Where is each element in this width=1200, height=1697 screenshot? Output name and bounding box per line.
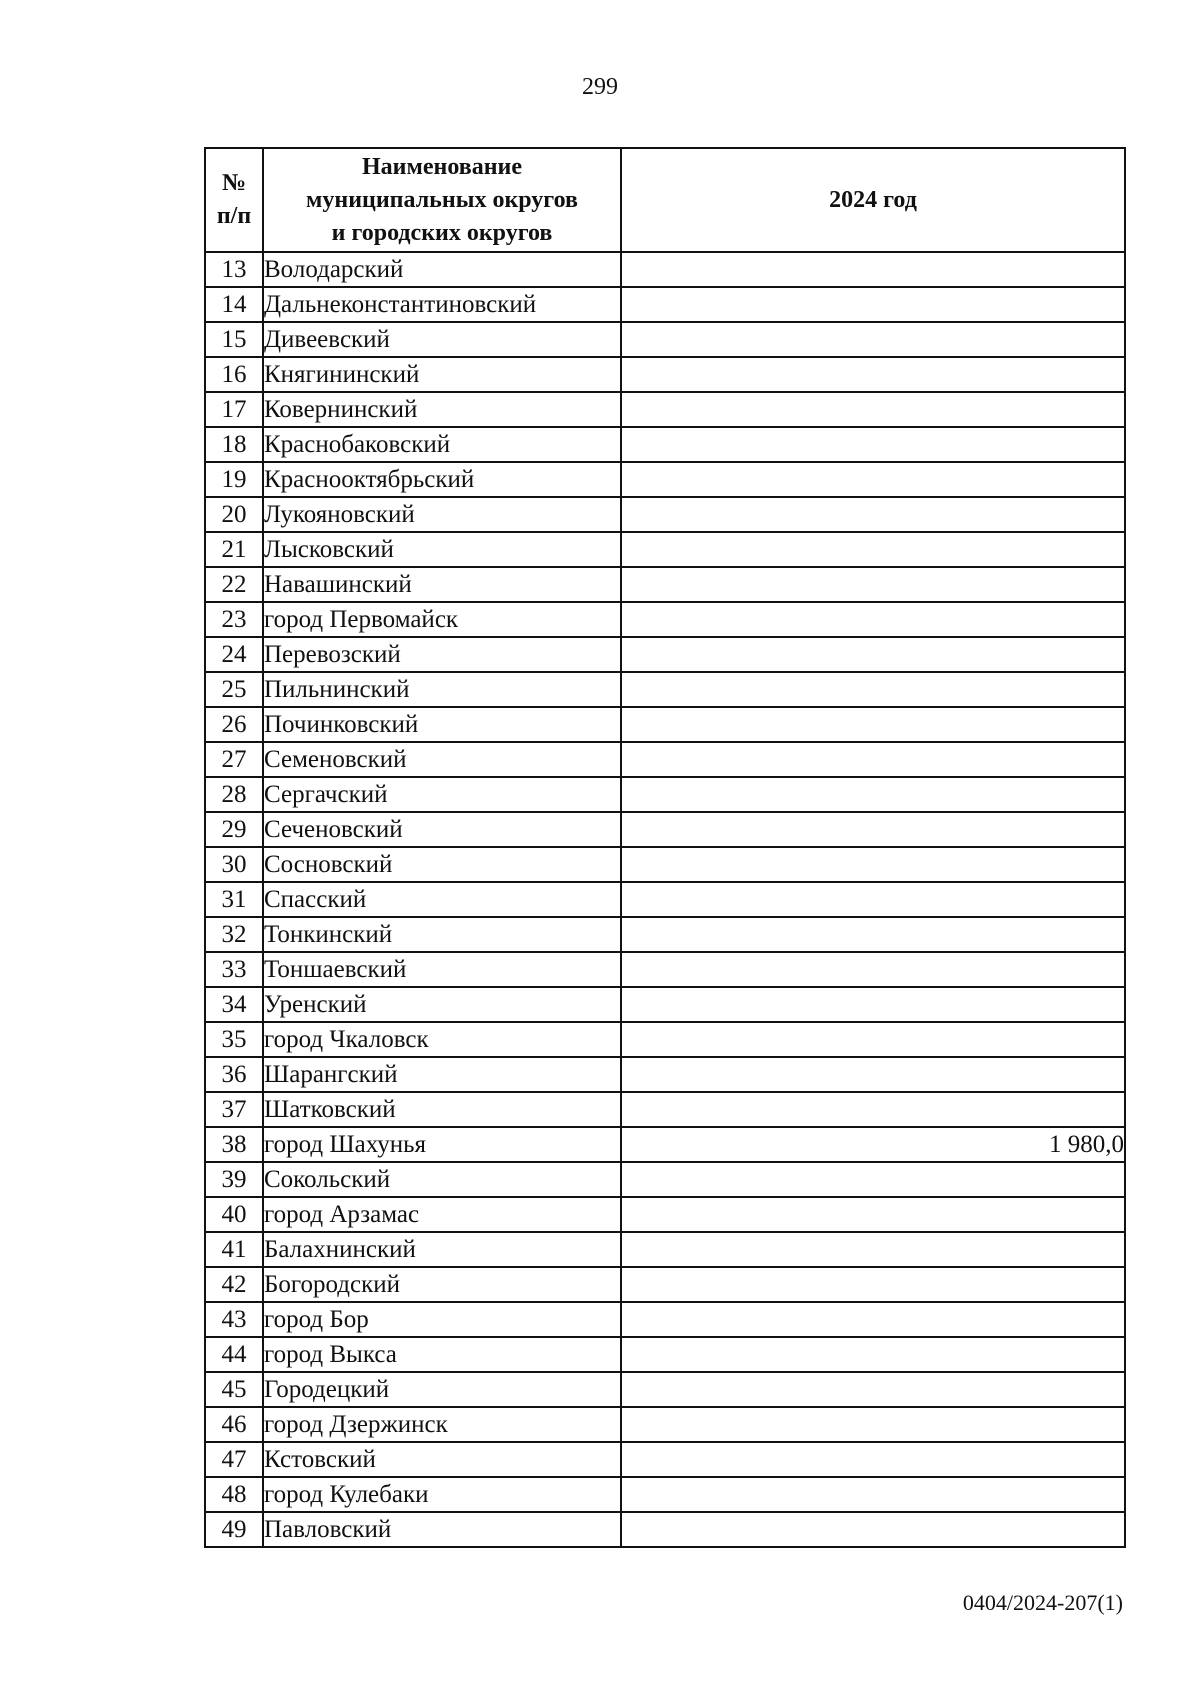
value-2024 (621, 392, 1125, 427)
table-row (205, 847, 1125, 882)
municipality-name: Семеновский (263, 742, 621, 777)
value-2024 (621, 357, 1125, 392)
table-row (205, 1407, 1125, 1442)
value-2024 (621, 1232, 1125, 1267)
municipality-name: Балахнинский (263, 1232, 621, 1267)
municipality-name: Дивеевский (263, 322, 621, 357)
value-2024 (621, 1477, 1125, 1512)
table-row (205, 637, 1125, 672)
row-number: 24 (205, 637, 263, 672)
header-year-2024: 2024 год (621, 148, 1125, 252)
document-code: 0404/2024-207(1) (962, 1590, 1123, 1615)
value-2024 (621, 1372, 1125, 1407)
row-number: 43 (205, 1302, 263, 1337)
header-municipality-name: Наименование муниципальных округов и городских округов (263, 148, 621, 252)
value-2024 (621, 952, 1125, 987)
value-2024 (621, 287, 1125, 322)
table-row (205, 1127, 1125, 1162)
value-2024 (621, 707, 1125, 742)
table-row (205, 287, 1125, 322)
row-number: 48 (205, 1477, 263, 1512)
value-2024 (621, 1442, 1125, 1477)
table-row (205, 1057, 1125, 1092)
table-row (205, 777, 1125, 812)
municipality-name: Кстовский (263, 1442, 621, 1477)
municipality-name: Краснобаковский (263, 427, 621, 462)
municipality-name: Ковернинский (263, 392, 621, 427)
value-2024 (621, 1407, 1125, 1442)
value-2024 (621, 882, 1125, 917)
table-row (205, 357, 1125, 392)
row-number: 44 (205, 1337, 263, 1372)
table-header-row (205, 148, 1125, 252)
municipality-name: город Арзамас (263, 1197, 621, 1232)
municipality-name: город Дзержинск (263, 1407, 621, 1442)
municipality-name: Шарангский (263, 1057, 621, 1092)
row-number: 46 (205, 1407, 263, 1442)
value-2024 (621, 252, 1125, 287)
municipality-name: Перевозский (263, 637, 621, 672)
row-number: 15 (205, 322, 263, 357)
municipality-name: Городецкий (263, 1372, 621, 1407)
table-row (205, 1477, 1125, 1512)
table-row (205, 1372, 1125, 1407)
municipality-name: город Чкаловск (263, 1022, 621, 1057)
row-number: 29 (205, 812, 263, 847)
municipality-name: Краснооктябрьский (263, 462, 621, 497)
value-2024 (621, 1337, 1125, 1372)
table-row (205, 567, 1125, 602)
row-number: 14 (205, 287, 263, 322)
table-row (205, 497, 1125, 532)
row-number: 41 (205, 1232, 263, 1267)
table-row (205, 427, 1125, 462)
value-2024 (621, 742, 1125, 777)
row-number: 38 (205, 1127, 263, 1162)
value-2024: 1 980,0 (621, 1127, 1125, 1162)
value-2024 (621, 1162, 1125, 1197)
value-2024 (621, 427, 1125, 462)
table-row (205, 1442, 1125, 1477)
value-2024 (621, 602, 1125, 637)
municipality-name: город Первомайск (263, 602, 621, 637)
row-number: 40 (205, 1197, 263, 1232)
table-row (205, 1337, 1125, 1372)
municipality-name: Павловский (263, 1512, 621, 1547)
municipality-name: Володарский (263, 252, 621, 287)
row-number: 32 (205, 917, 263, 952)
table-row (205, 462, 1125, 497)
value-2024 (621, 322, 1125, 357)
municipality-name: Уренский (263, 987, 621, 1022)
value-2024 (621, 1197, 1125, 1232)
row-number: 39 (205, 1162, 263, 1197)
table-row (205, 252, 1125, 287)
row-number: 33 (205, 952, 263, 987)
value-2024 (621, 462, 1125, 497)
value-2024 (621, 1092, 1125, 1127)
row-number: 18 (205, 427, 263, 462)
row-number: 30 (205, 847, 263, 882)
table-row (205, 1197, 1125, 1232)
municipality-name: Сосновский (263, 847, 621, 882)
value-2024 (621, 497, 1125, 532)
value-2024 (621, 1022, 1125, 1057)
municipality-name: Сокольский (263, 1162, 621, 1197)
municipality-name: Лысковский (263, 532, 621, 567)
table-row (205, 917, 1125, 952)
row-number: 42 (205, 1267, 263, 1302)
row-number: 20 (205, 497, 263, 532)
table-row (205, 987, 1125, 1022)
table-row (205, 1232, 1125, 1267)
table-row (205, 532, 1125, 567)
municipality-name: Тоншаевский (263, 952, 621, 987)
row-number: 21 (205, 532, 263, 567)
municipality-name: Спасский (263, 882, 621, 917)
row-number: 45 (205, 1372, 263, 1407)
table-row (205, 707, 1125, 742)
row-number: 25 (205, 672, 263, 707)
value-2024 (621, 1302, 1125, 1337)
row-number: 13 (205, 252, 263, 287)
municipality-name: Княгининский (263, 357, 621, 392)
allocation-table (204, 147, 1126, 1548)
row-number: 36 (205, 1057, 263, 1092)
table-row (205, 952, 1125, 987)
municipality-name: Пильнинский (263, 672, 621, 707)
table-row (205, 1302, 1125, 1337)
table-row (205, 882, 1125, 917)
row-number: 37 (205, 1092, 263, 1127)
row-number: 23 (205, 602, 263, 637)
table-row (205, 1267, 1125, 1302)
value-2024 (621, 812, 1125, 847)
value-2024 (621, 532, 1125, 567)
table-row (205, 1512, 1125, 1547)
table-body (205, 252, 1125, 1547)
value-2024 (621, 1512, 1125, 1547)
table-row (205, 602, 1125, 637)
municipality-name: Сергачский (263, 777, 621, 812)
municipality-name: Навашинский (263, 567, 621, 602)
value-2024 (621, 567, 1125, 602)
value-2024 (621, 1267, 1125, 1302)
value-2024 (621, 987, 1125, 1022)
municipality-name: Сеченовский (263, 812, 621, 847)
table-row (205, 1092, 1125, 1127)
row-number: 27 (205, 742, 263, 777)
row-number: 35 (205, 1022, 263, 1057)
municipality-name: Дальнеконстантиновский (263, 287, 621, 322)
table-row (205, 322, 1125, 357)
municipality-name: Починковский (263, 707, 621, 742)
row-number: 19 (205, 462, 263, 497)
row-number: 26 (205, 707, 263, 742)
municipality-name: город Кулебаки (263, 1477, 621, 1512)
row-number: 28 (205, 777, 263, 812)
value-2024 (621, 637, 1125, 672)
row-number: 49 (205, 1512, 263, 1547)
table-row (205, 392, 1125, 427)
table-row (205, 1022, 1125, 1057)
municipality-name: город Шахунья (263, 1127, 621, 1162)
municipality-name: город Выкса (263, 1337, 621, 1372)
row-number: 22 (205, 567, 263, 602)
municipality-name: Богородский (263, 1267, 621, 1302)
value-2024 (621, 847, 1125, 882)
header-number: № п/п (205, 148, 263, 252)
page-number: 299 (582, 74, 618, 100)
table-row (205, 812, 1125, 847)
table-row (205, 672, 1125, 707)
row-number: 31 (205, 882, 263, 917)
value-2024 (621, 1057, 1125, 1092)
row-number: 17 (205, 392, 263, 427)
value-2024 (621, 672, 1125, 707)
municipality-name: Шатковский (263, 1092, 621, 1127)
municipality-name: Тонкинский (263, 917, 621, 952)
value-2024 (621, 917, 1125, 952)
row-number: 47 (205, 1442, 263, 1477)
value-2024 (621, 777, 1125, 812)
table-row (205, 1162, 1125, 1197)
row-number: 34 (205, 987, 263, 1022)
row-number: 16 (205, 357, 263, 392)
table-row (205, 742, 1125, 777)
municipality-name: город Бор (263, 1302, 621, 1337)
municipality-name: Лукояновский (263, 497, 621, 532)
